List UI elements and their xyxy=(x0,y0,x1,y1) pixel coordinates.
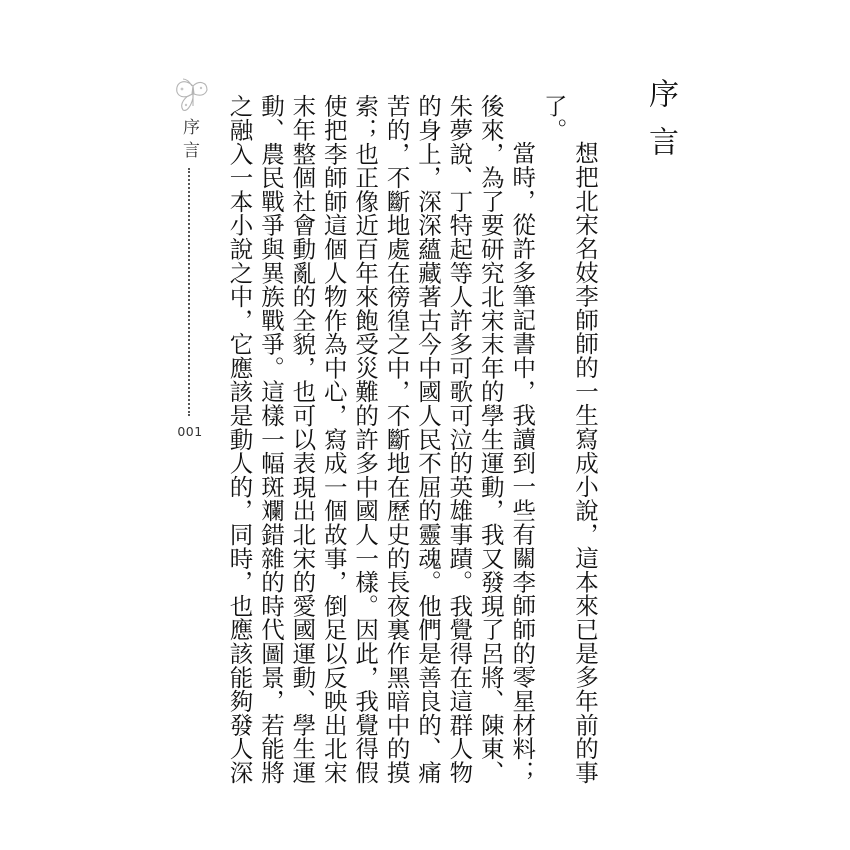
page-number: 001 xyxy=(177,424,203,439)
dot-leader xyxy=(188,168,190,416)
running-header-section: 序言 xyxy=(179,118,199,164)
chapter-title: 序言 xyxy=(643,78,678,174)
butterfly-ornament-icon xyxy=(171,78,215,114)
body-text xyxy=(222,94,600,784)
paragraph-2: 當時，從許多筆記書中，我讀到一些有關李師師的零星材料；後來，為了要研究北宋末年的學生運動，我又發現了呂將、陳東、朱夢說、丁特起等人許多可歌可泣的英雄事蹟。我覺得在這群人物的身上，深深蘊藏著古今中國人民不屈的靈魂。他們是善良的、痛苦的，不斷地處在徬徨之中，不斷地在歷史的長夜裏作黑暗中的摸索；也正像近百年來飽受災難的許多中國人一樣。因此，我覺得假使把李師師這個人物作為中心，寫成一個故事，倒足以反映出北宋末年整個社會動亂的全貌，也可以表現出北宋的愛國運動、學生運動、農民戰爭與異族戰爭。這樣一幅斑斕錯雜的時代圖景，若能將之融入一本小說之中，它應該是動人的，同時，也應該能夠發人深 xyxy=(225,94,537,784)
paragraph-1: 想把北宋名妓李師師的一生寫成小說，這本來已是多年前的事了。 xyxy=(539,94,599,784)
